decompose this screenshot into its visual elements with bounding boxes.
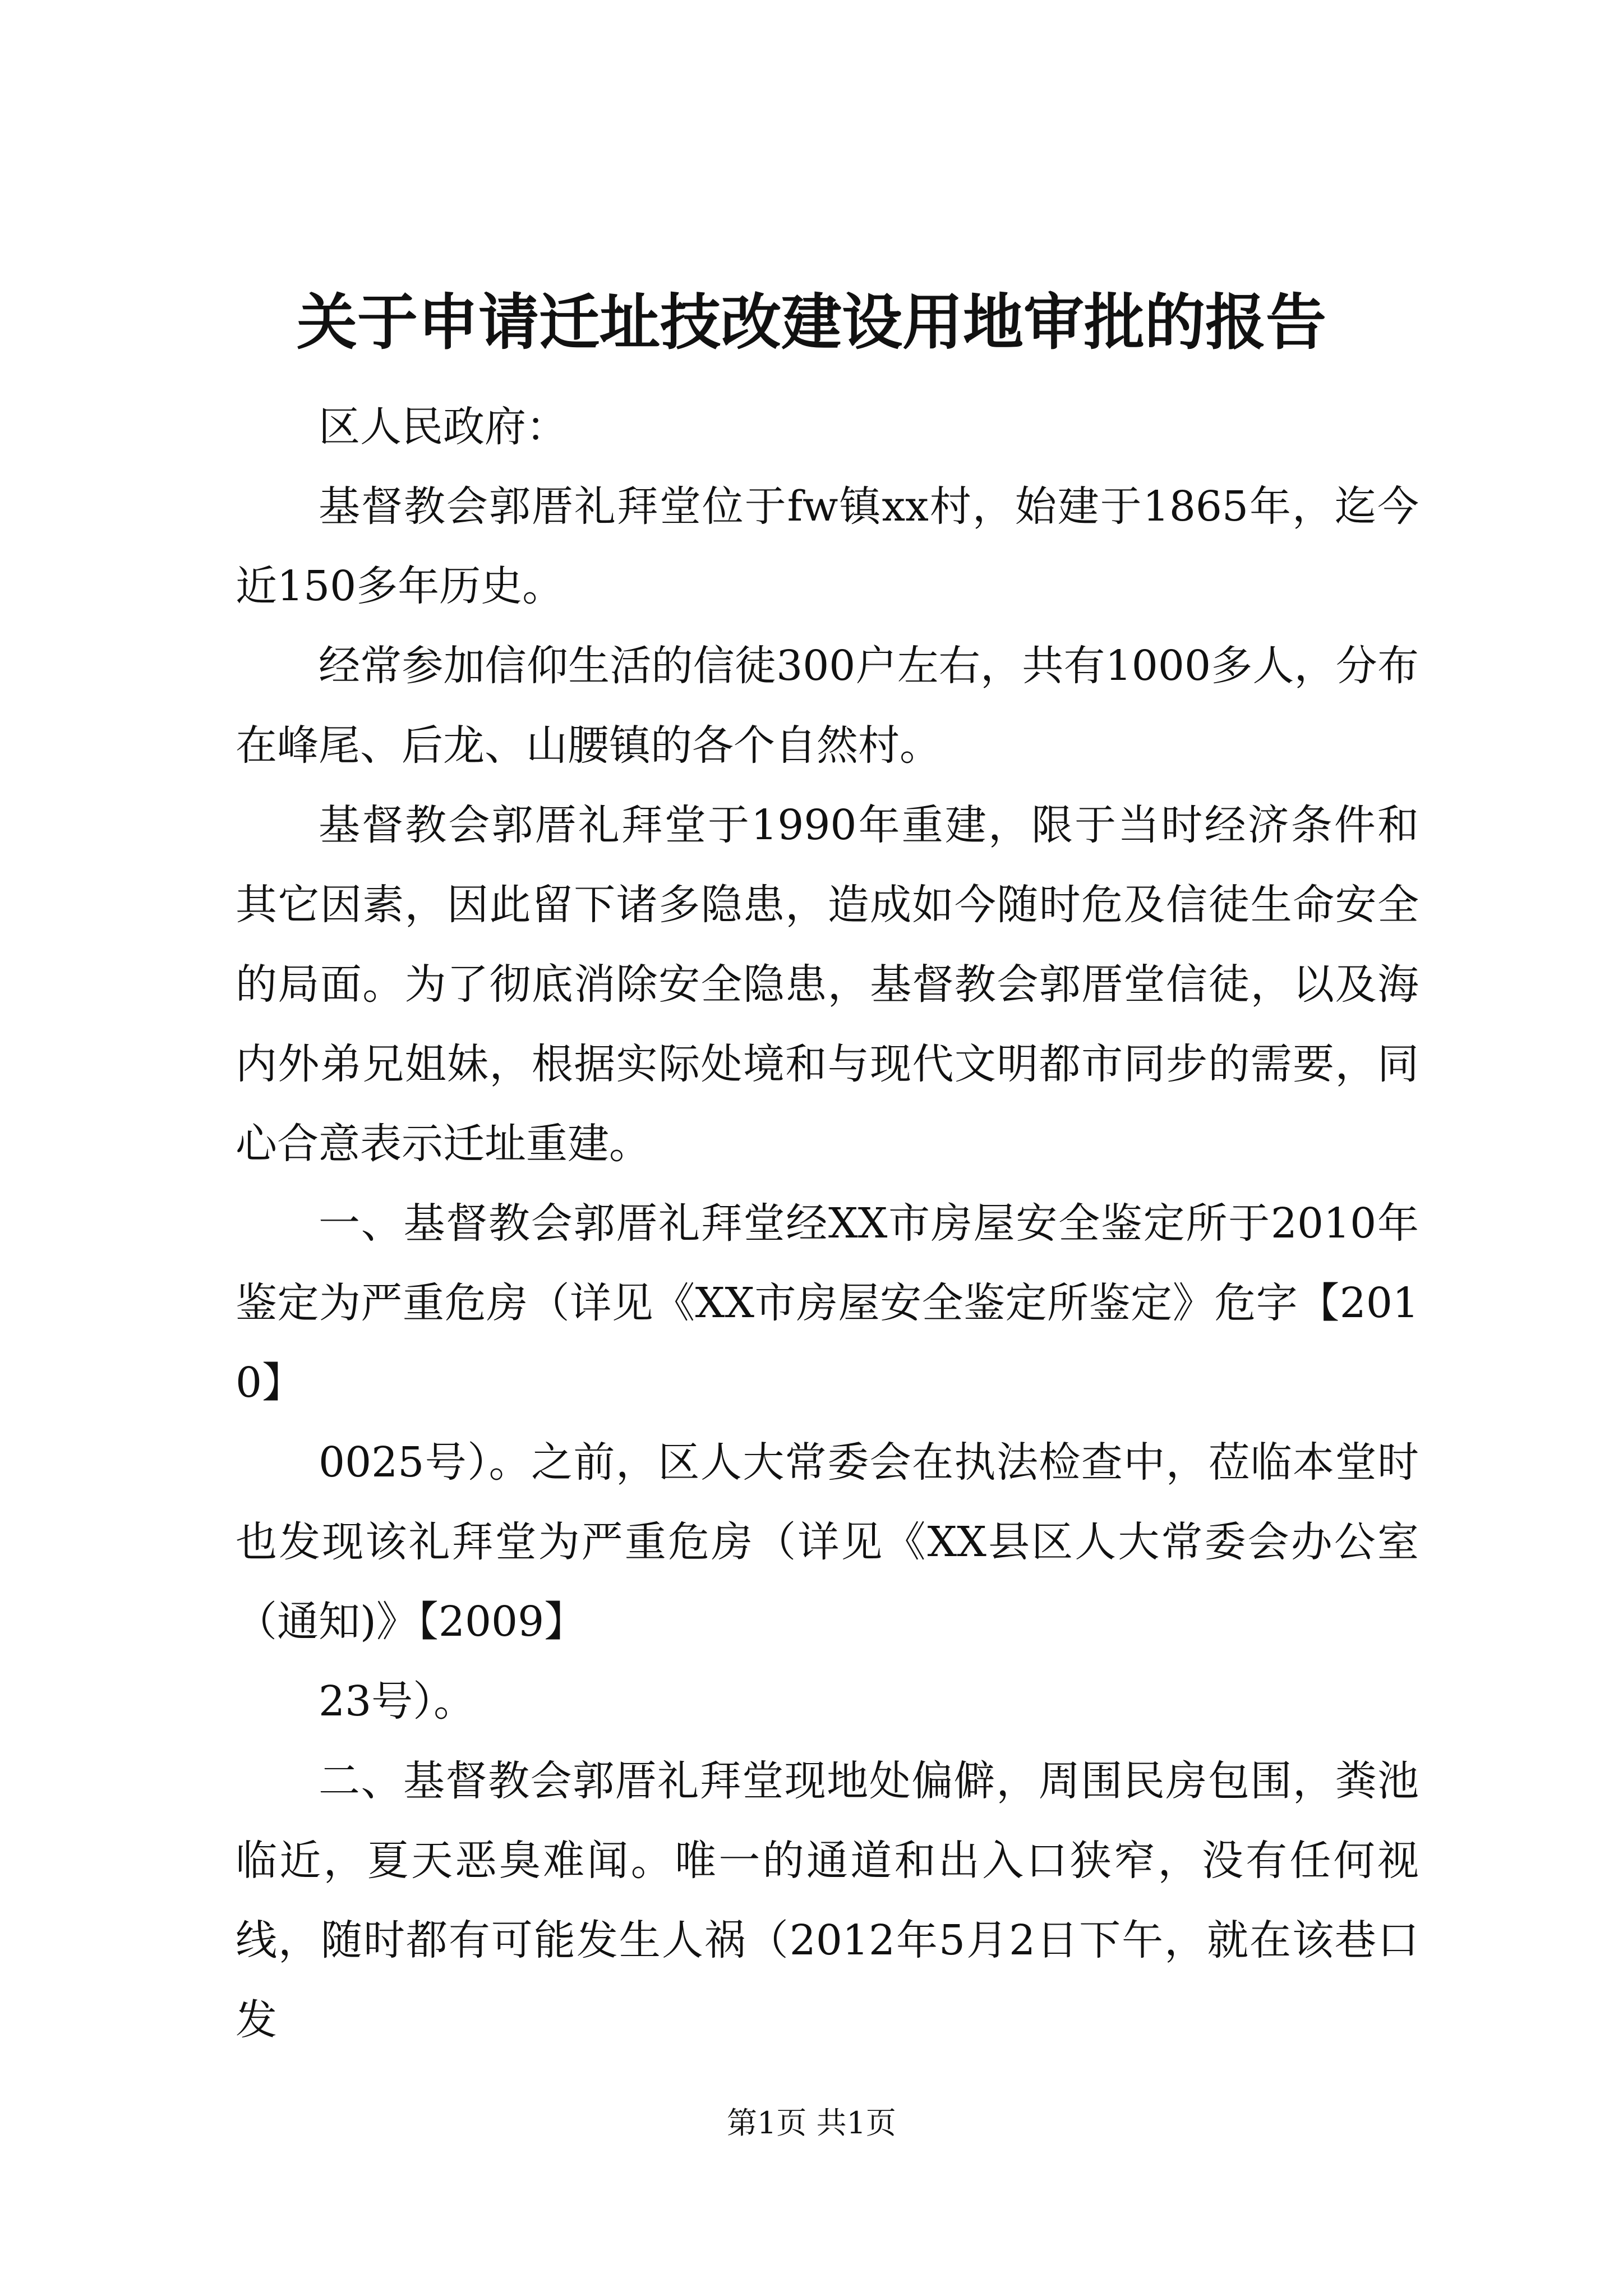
paragraph: 23号）。 bbox=[319, 1677, 476, 1726]
paragraph: 基督教会郭厝礼拜堂位于fw镇xx村，始建于1865年，迄今近150多年历史。 bbox=[236, 482, 1419, 610]
salutation: 区人民政府： bbox=[319, 403, 568, 451]
paragraph: 一、基督教会郭厝礼拜堂经XX市房屋安全鉴定所于2010年鉴定为严重危房（详见《XX市房屋安全鉴定所鉴定》危字【2010】 bbox=[236, 1199, 1419, 1407]
page-footer: 第1页 共1页 bbox=[727, 2105, 896, 2141]
paragraph: 二、基督教会郭厝礼拜堂现地处偏僻，周围民房包围，粪池临近，夏天恶臭难闻。唯一的通道和出入口狭窄，没有任何视线，随时都有可能发生人祸（2012年5月2日下午，就在该巷口发 bbox=[236, 1757, 1419, 2044]
paragraph: 经常参加信仰生活的信徒300户左右，共有1000多人，分布在峰尾、后龙、山腰镇的各个自然村。 bbox=[236, 642, 1419, 770]
document-body bbox=[236, 387, 1419, 2060]
document-title: 关于申请迁址技改建设用地审批的报告 bbox=[296, 287, 1326, 358]
paragraph: 基督教会郭厝礼拜堂于1990年重建，限于当时经济条件和其它因素，因此留下诸多隐患，造成如今随时危及信徒生命安全的局面。为了彻底消除安全隐患，基督教会郭厝堂信徒，以及海内外弟兄姐妹，根据实际处境和与现代文明都市同步的需要，同心合意表示迁址重建。 bbox=[236, 801, 1419, 1168]
paragraph: 0025号）。之前，区人大常委会在执法检查中，莅临本堂时也发现该礼拜堂为严重危房（详见《XX县区人大常委会办公室（通知)》【2009】 bbox=[236, 1438, 1419, 1646]
